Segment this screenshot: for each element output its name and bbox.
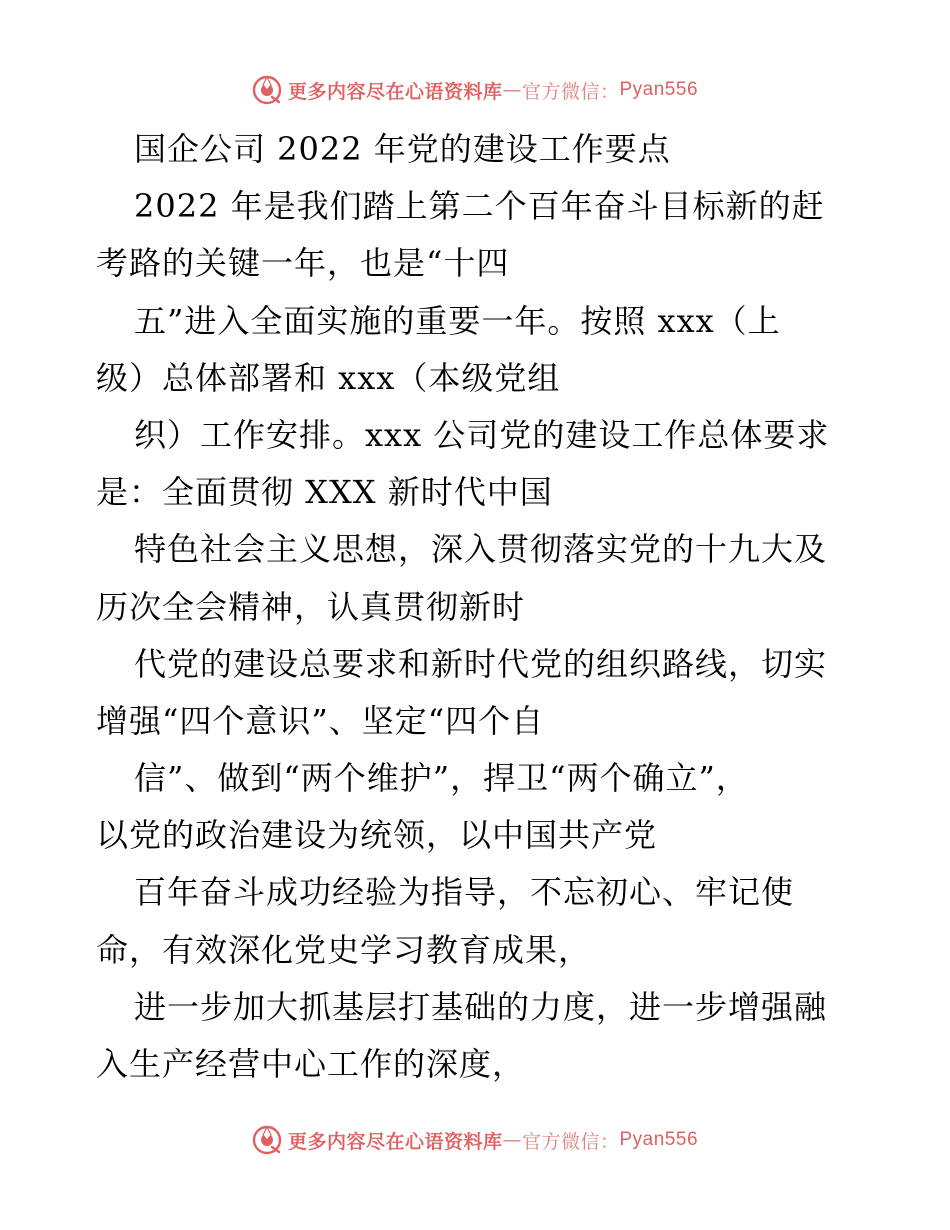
text-line: 入生产经营中心工作的深度， [96,1045,526,1083]
watermark-footer [0,1120,950,1160]
watermark-main-text: 更多内容尽在心语资料库 [287,80,503,103]
document-title: 国企公司 2022 年党的建设工作要点 [134,130,671,168]
text-line: 级）总体部署和 xxx（本级党组 [96,358,561,397]
text-line: 考路的关键一年，也是“十四 [96,244,510,283]
text-line: 信”、做到“两个维护”，捍卫“两个确立”， [134,759,749,798]
pen-nib-circle-icon [252,75,282,105]
watermark-dash: — [502,79,522,101]
text-line: 命，有效深化党史学习教育成果， [96,930,592,969]
watermark-main-text: 更多内容尽在心语资料库 [287,1130,503,1153]
text-line: 代党的建设总要求和新时代党的组织路线，切实 [134,644,828,683]
watermark-sub-text: 官方微信： [521,1130,620,1153]
text-line: 历次全会精神，认真贯彻新时 [96,587,526,626]
text-line: 织）工作安排。xxx 公司党的建设工作总体要求 [134,415,830,454]
document-body [96,121,856,1093]
text-line: 是：全面贯彻 XXX 新时代中国 [96,473,553,512]
watermark-sub-text: 官方微信： [521,80,620,103]
watermark-header [0,70,950,110]
watermark-dash: — [502,1129,522,1151]
watermark-id-text: Pyan556 [619,1129,699,1150]
pen-nib-circle-icon [252,1125,282,1155]
text-line: 以党的政治建设为统领，以中国共产党 [96,816,658,855]
text-line: 进一步加大抓基层打基础的力度，进一步增强融 [134,987,828,1026]
text-line: 特色社会主义思想，深入贯彻落实党的十九大及 [134,530,828,569]
watermark-id-text: Pyan556 [619,79,699,100]
text-line: 增强“四个意识”、坚定“四个自 [96,701,545,740]
text-line: 2022 年是我们踏上第二个百年奋斗目标新的赶 [134,187,825,226]
text-line: 百年奋斗成功经验为指导，不忘初心、牢记使 [134,873,795,912]
text-line: 五”进入全面实施的重要一年。按照 xxx（上 [134,301,781,340]
